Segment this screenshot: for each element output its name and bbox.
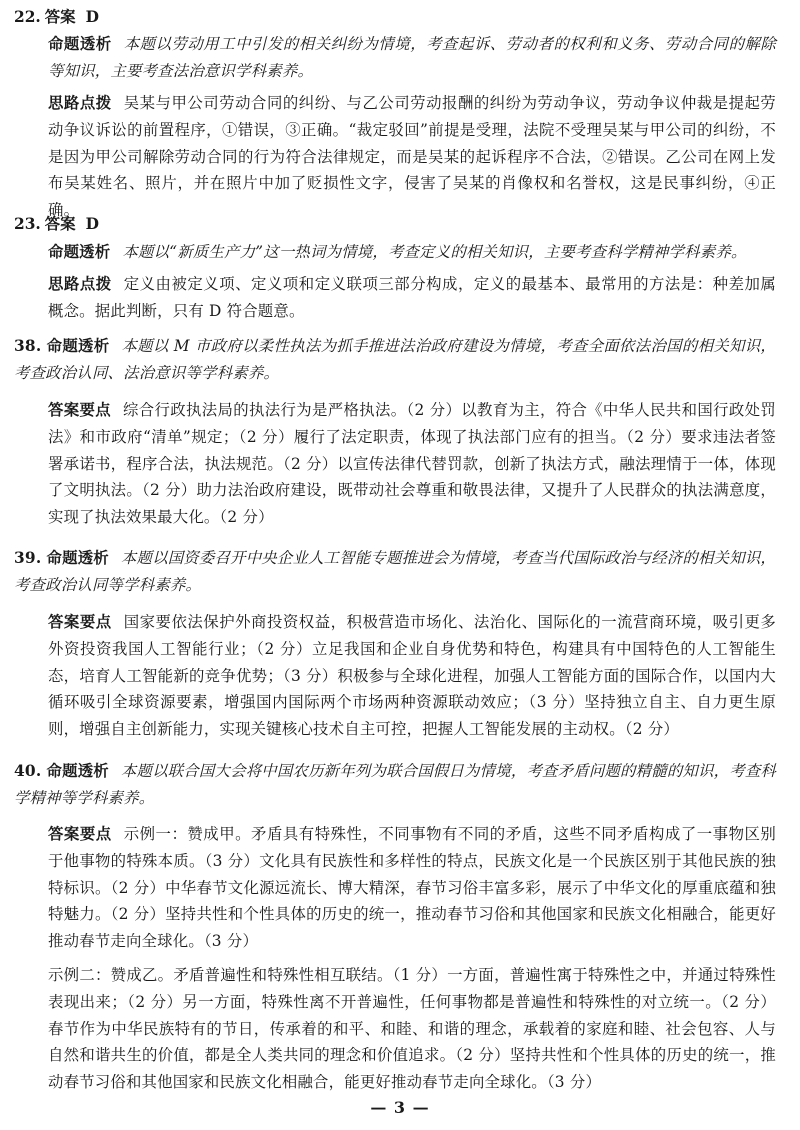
analysis-text: 本题以“新质生产力”这一热词为情境，考查定义的相关知识，主要考查科学精神学科素养。 <box>122 243 747 261</box>
question-number: 38. <box>14 337 42 355</box>
points-label: 答案要点 <box>48 613 112 631</box>
analysis-text: 本题以 M 市政府以柔性执法为抓手推进法治政府建设为情境，考查全面依法治国的相关知识，考查政治认同、法治意识等学科素养。 <box>14 337 776 382</box>
analysis-label: 命题透析 <box>46 337 110 355</box>
question-number: 40. <box>14 762 42 780</box>
hint-text: 定义由被定义项、定义项和定义联项三部分构成，定义的最基本、最常用的方法是：种差加属概念。据此判断，只有 D 符合题意。 <box>48 275 777 320</box>
question-number: 23. <box>14 215 41 233</box>
points-text: 国家要依法保护外商投资权益，积极营造市场化、法治化、国际化的一流营商环境，吸引更多外资投资我国人工智能行业；（2 分）立足我国和企业自身优势和特色，构建具有中国特色的人工智能生态，培育人工智能新的竞争优势；（3 分）积极参与全球化进程，加强人工智能方面的国际合作，以国内大循环吸引全球资源要素，增强国内国际两个市场两种资源联动效应；（3 分）坚持独立自主、自力更生原则，增强自主创新能力，实现关键核心技术自主可控，把握人工智能发展的主动权。（2 分） <box>48 613 777 739</box>
analysis-text: 本题以联合国大会将中国农历新年列为联合国假日为情境，考查矛盾问题的精髓的知识，考查科学精神等学科素养。 <box>14 762 777 807</box>
points-label: 答案要点 <box>48 401 111 419</box>
analysis-label: 命题透析 <box>48 243 111 261</box>
analysis-label: 命题透析 <box>46 549 109 567</box>
q22-header <box>14 4 99 31</box>
q40-analysis <box>14 758 776 812</box>
answer-value: D <box>85 8 99 26</box>
q38-analysis <box>14 333 776 387</box>
q23-analysis <box>48 239 776 266</box>
analysis-label: 命题透析 <box>46 762 109 780</box>
hint-text: 吴某与甲公司劳动合同的纠纷、与乙公司劳动报酬的纠纷为劳动争议，劳动争议仲裁是提起劳动争议诉讼的前置程序，①错误，③正确。“裁定驳回”前提是受理，法院不受理吴某与甲公司的纠纷，不是因为甲公司解除劳动合同的行为符合法律规定，而是吴某的起诉程序不合法，②错误。乙公司在网上发布吴某姓名、照片，并在照片中加了贬损性文字，侵害了吴某的肖像权和名誉权，这是民事纠纷，④正确。 <box>48 94 777 220</box>
q23-header <box>14 211 99 238</box>
q39-analysis <box>14 545 776 599</box>
example-1-text: 示例一：赞成甲。矛盾具有特殊性，不同事物有不同的矛盾，这些不同矛盾构成了一事物区别于他事物的特殊本质。（3 分）文化具有民族性和多样性的特点，民族文化是一个民族区别于其他民族的独特标识。（2 分）中华春节文化源远流长、博大精深，春节习俗丰富多彩，展示了中华文化的厚重底蕴和独特魅力。（2 分）坚持共性和个性具体的历史的统一，推动春节习俗和其他国家和民族文化相融合，能更好推动春节走向全球化。（3 分） <box>48 825 777 951</box>
hint-label: 思路点拨 <box>48 275 112 293</box>
q22-analysis <box>48 31 776 85</box>
question-number: 39. <box>14 549 42 567</box>
page-number: — 3 — <box>370 1098 430 1117</box>
q40-example-2 <box>48 962 776 1096</box>
q22-hint <box>48 90 776 224</box>
answer-tag: 答案 <box>44 215 76 233</box>
answer-value: D <box>85 215 99 233</box>
points-text: 综合行政执法局的执法行为是严格执法。（2 分）以教育为主，符合《中华人民共和国行政处罚法》和市政府“清单”规定；（2 分）履行了法定职责，体现了执法部门应有的担当。（2 分）要求违法者签署承诺书，程序合法，执法规范。（2 分）以宣传法律代替罚款，创新了执法方式，融法理情于一体，体现了文明执法。（2 分）助力法治政府建设，既带动社会尊重和敬畏法律，又提升了人民群众的执法满意度，实现了执法效果最大化。（2 分） <box>48 401 776 527</box>
q23-hint <box>48 271 776 325</box>
points-label: 答案要点 <box>48 825 112 843</box>
analysis-text: 本题以劳动用工中引发的相关纠纷为情境，考查起诉、劳动者的权利和义务、劳动合同的解除等知识，主要考查法治意识学科素养。 <box>48 35 777 80</box>
answer-tag: 答案 <box>44 8 76 26</box>
hint-label: 思路点拨 <box>48 94 112 112</box>
example-2-text: 示例二：赞成乙。矛盾普遍性和特殊性相互联结。（1 分）一方面，普遍性寓于特殊性之中，并通过特殊性表现出来；（2 分）另一方面，特殊性离不开普遍性，任何事物都是普遍性和特殊性的对立统一。（2 分）春节作为中华民族特有的节日，传承着的和平、和睦、和谐的理念，承载着的家庭和睦、社会包容、人与自然和谐共生的价值，都是全人类共同的理念和价值追求。（2 分）坚持共性和个性具体的历史的统一，推动春节习俗和其他国家和民族文化相融合，能更好推动春节走向全球化。（3 分） <box>48 966 776 1092</box>
question-number: 22. <box>14 8 41 26</box>
q38-points <box>48 397 776 531</box>
q39-points <box>48 609 776 743</box>
analysis-label: 命题透析 <box>48 35 112 53</box>
analysis-text: 本题以国资委召开中央企业人工智能专题推进会为情境，考查当代国际政治与经济的相关知识，考查政治认同等学科素养。 <box>14 549 777 594</box>
q40-example-1 <box>48 821 776 955</box>
